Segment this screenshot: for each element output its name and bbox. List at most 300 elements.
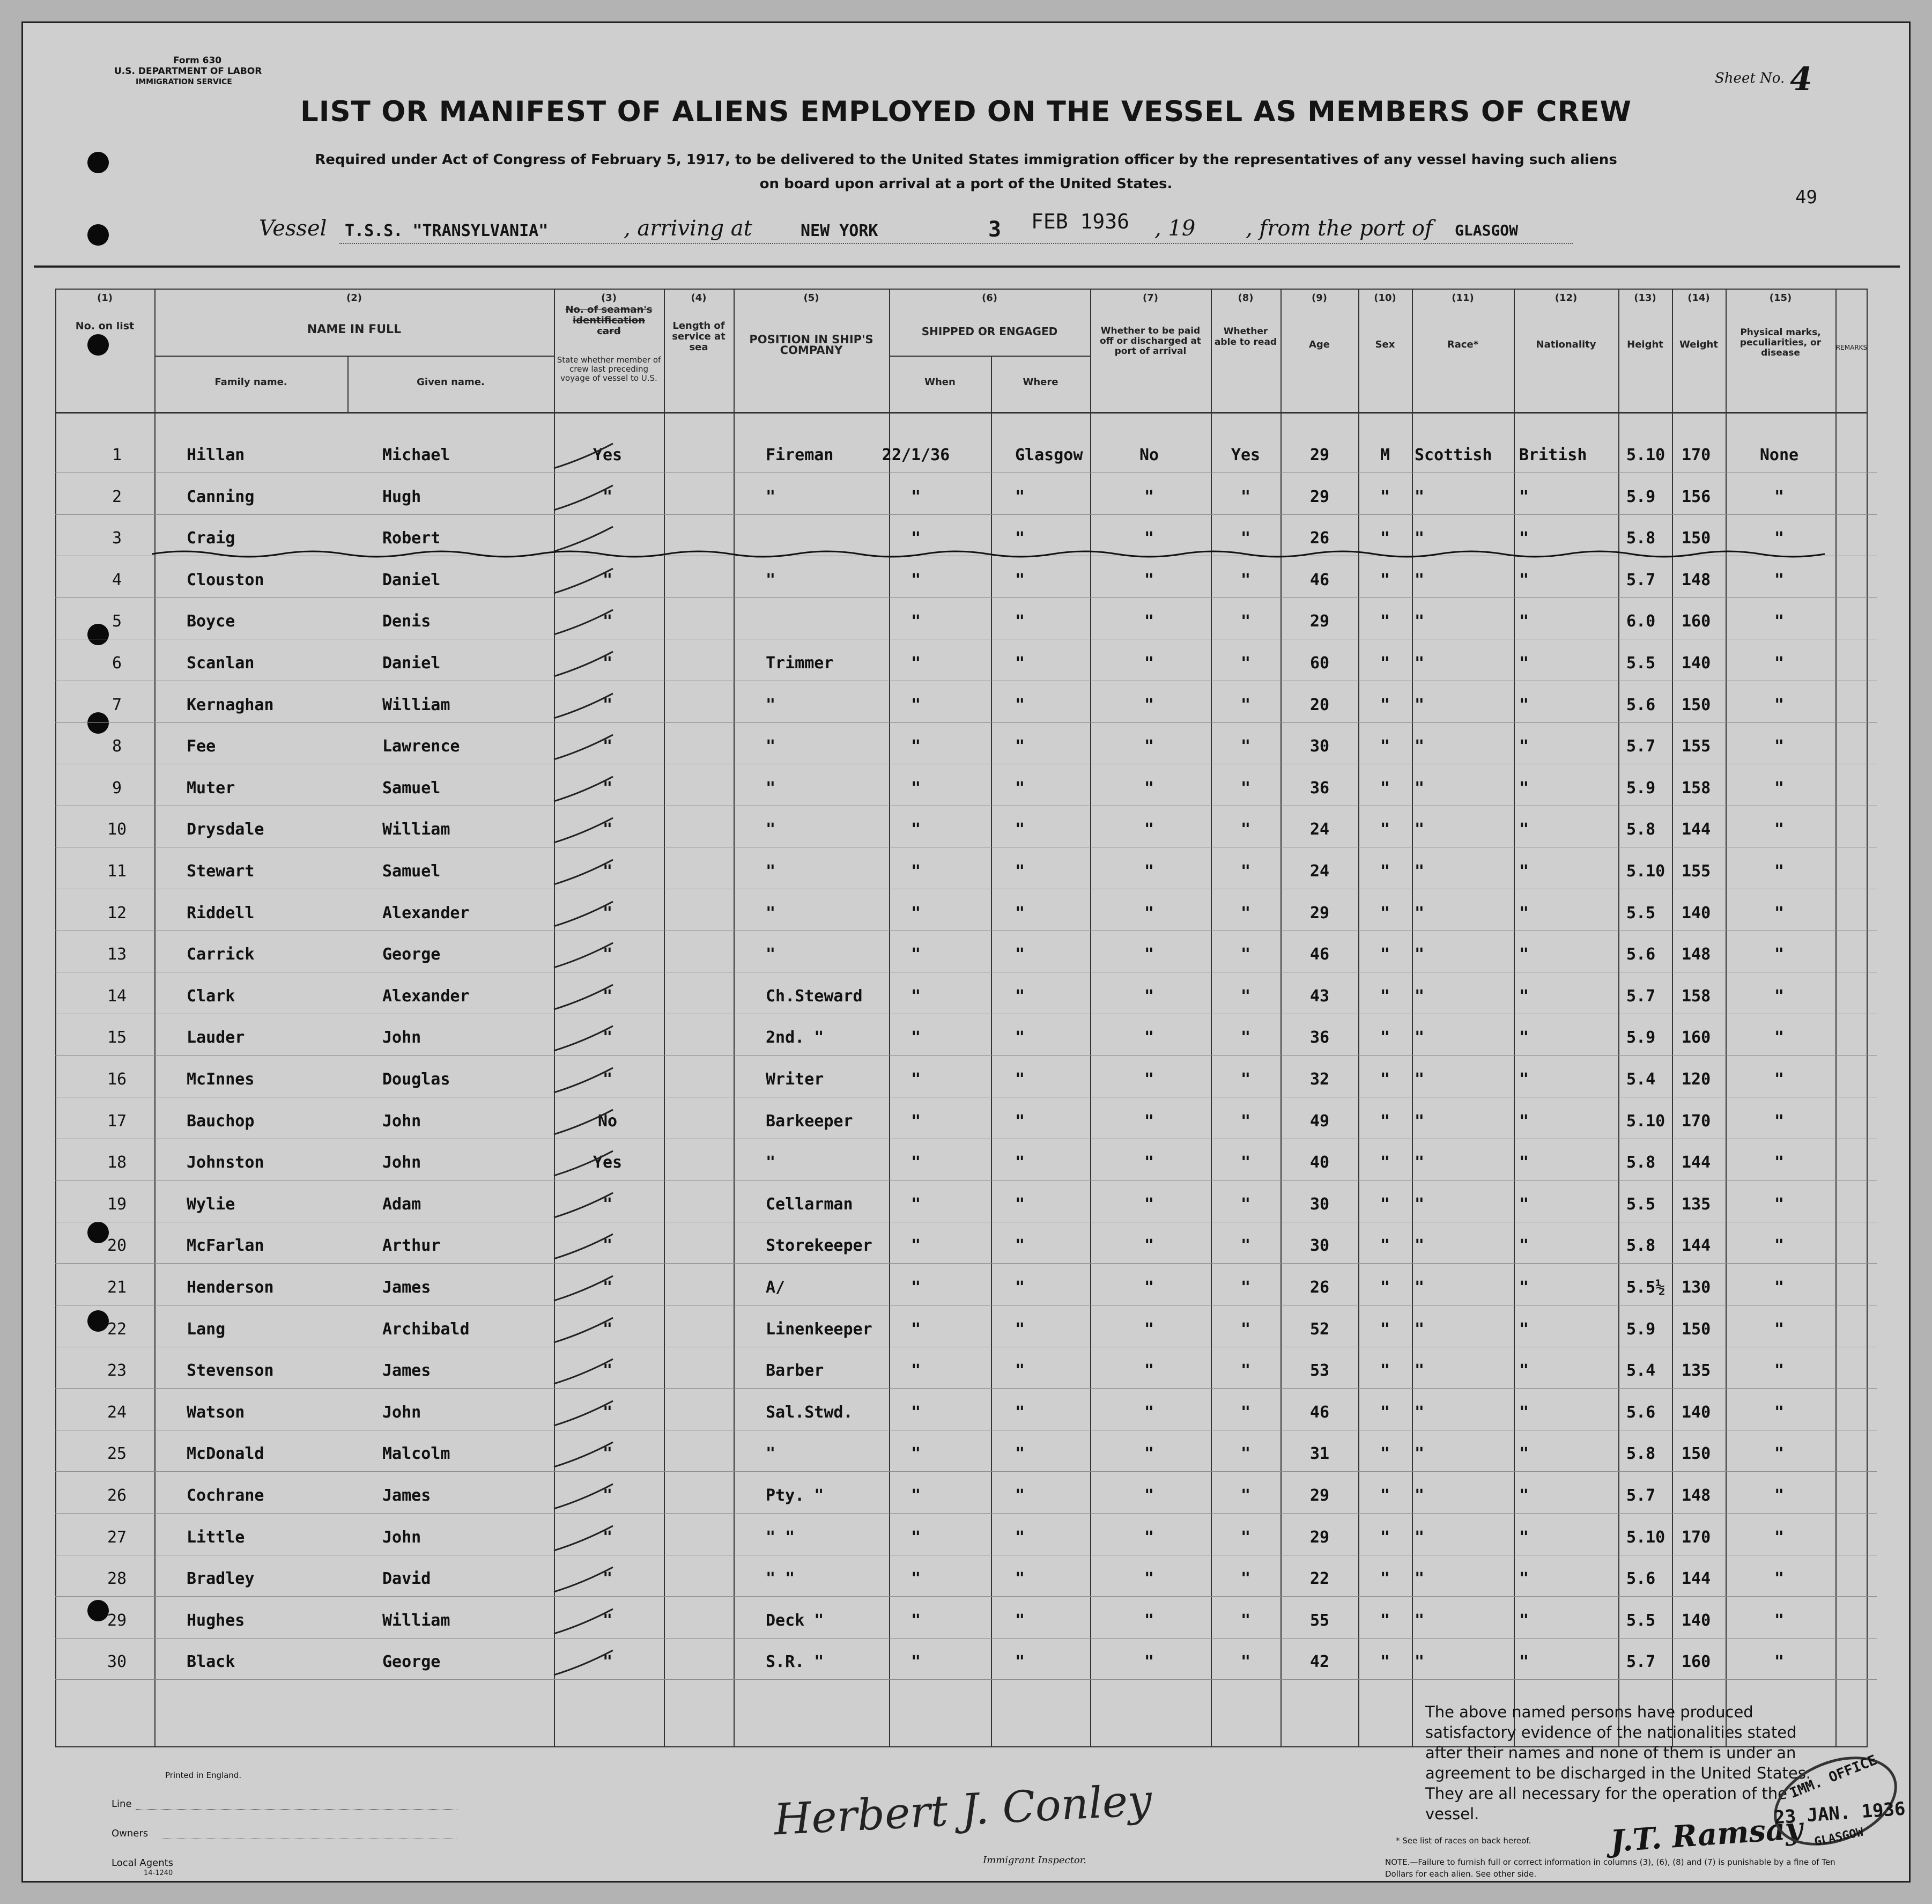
- row-15-nationality: ": [1519, 1028, 1529, 1047]
- department: U.S. DEPARTMENT OF LABOR: [114, 66, 262, 77]
- row-1-sex: M: [1380, 446, 1390, 464]
- row-7-race: ": [1415, 695, 1425, 714]
- row-16-sex: ": [1380, 1070, 1390, 1089]
- row-16-shipped-where: ": [1015, 1070, 1025, 1089]
- row-26-weight: 148: [1682, 1486, 1711, 1505]
- row-12-age: 29: [1309, 903, 1330, 923]
- row-3-shipped-where: ": [1015, 529, 1025, 548]
- row-10-weight: 144: [1682, 820, 1711, 839]
- form-number: Form 630: [173, 55, 222, 66]
- row-27-position: " ": [766, 1527, 795, 1547]
- row-10-position: ": [766, 820, 776, 839]
- row-30-family-name: Black: [187, 1652, 235, 1672]
- row-26-race: ": [1415, 1486, 1425, 1505]
- row-8-age: 30: [1309, 737, 1330, 756]
- row-30-able-to-read: ": [1240, 1652, 1251, 1672]
- row-23-age: 53: [1309, 1361, 1330, 1381]
- row-9-prev-voyage: ": [602, 778, 613, 798]
- row-28-paid-off: ": [1144, 1569, 1154, 1589]
- row-7-row-number: 7: [112, 695, 122, 714]
- row-24-shipped-where: ": [1015, 1403, 1025, 1422]
- col-divider: [1412, 289, 1413, 1747]
- row-15-shipped-when: ": [911, 1028, 921, 1047]
- row-22-nationality: ": [1519, 1319, 1529, 1339]
- row-17-physical-marks: ": [1774, 1111, 1785, 1131]
- inspector-label: Immigrant Inspector.: [983, 1855, 1087, 1866]
- row-10-age: 24: [1309, 820, 1330, 839]
- row-14-shipped-where: ": [1015, 986, 1025, 1006]
- row-9-given-name: Samuel: [382, 778, 441, 798]
- col-divider: [1358, 289, 1359, 1747]
- row-30-shipped-when: ": [911, 1652, 921, 1672]
- col-num-14: (14): [1687, 292, 1710, 304]
- row-10-nationality: ": [1519, 820, 1529, 839]
- row-2-paid-off: ": [1144, 487, 1154, 506]
- row-13-nationality: ": [1519, 945, 1529, 964]
- row-27-row-number: 27: [107, 1527, 127, 1547]
- row-4-nationality: ": [1519, 570, 1529, 589]
- row-rule: [55, 1263, 1877, 1264]
- row-14-able-to-read: ": [1240, 986, 1251, 1006]
- row-4-position: ": [766, 570, 776, 589]
- row-25-family-name: McDonald: [187, 1444, 264, 1464]
- row-21-nationality: ": [1519, 1278, 1529, 1297]
- row-11-row-number: 11: [107, 862, 127, 881]
- row-2-shipped-when: ": [911, 487, 921, 506]
- col-divider: [154, 289, 156, 1747]
- row-20-shipped-when: ": [911, 1236, 921, 1256]
- row-10-family-name: Drysdale: [187, 820, 264, 839]
- row-16-given-name: Douglas: [382, 1070, 450, 1089]
- col-num-15: (15): [1769, 292, 1792, 304]
- row-9-weight: 158: [1682, 778, 1711, 798]
- row-29-shipped-when: ": [911, 1611, 921, 1630]
- row-26-row-number: 26: [107, 1486, 127, 1505]
- row-12-given-name: Alexander: [382, 903, 470, 923]
- row-12-sex: ": [1380, 903, 1390, 923]
- row-11-race: ": [1415, 862, 1425, 881]
- row-2-age: 29: [1309, 487, 1330, 506]
- race-note: * See list of races on back hereof.: [1396, 1836, 1531, 1846]
- row-4-prev-voyage: ": [602, 570, 613, 589]
- row-13-family-name: Carrick: [187, 945, 255, 964]
- row-22-shipped-when: ": [911, 1319, 921, 1339]
- row-22-paid-off: ": [1144, 1319, 1154, 1339]
- row-18-family-name: Johnston: [187, 1153, 264, 1172]
- row-6-paid-off: ": [1144, 654, 1154, 673]
- col-header-race: Race*: [1447, 339, 1479, 350]
- row-26-family-name: Cochrane: [187, 1486, 264, 1505]
- col-header-when: When: [924, 377, 956, 388]
- row-1-physical-marks: None: [1759, 446, 1799, 464]
- row-25-nationality: ": [1519, 1444, 1529, 1464]
- row-27-able-to-read: ": [1240, 1527, 1251, 1547]
- row-30-nationality: ": [1519, 1652, 1529, 1672]
- row-8-nationality: ": [1519, 737, 1529, 756]
- row-16-nationality: ": [1519, 1070, 1529, 1089]
- row-23-able-to-read: ": [1240, 1361, 1251, 1381]
- row-11-check-mark: [551, 857, 621, 889]
- row-15-able-to-read: ": [1240, 1028, 1251, 1047]
- row-6-shipped-when: ": [911, 654, 921, 673]
- row-11-physical-marks: ": [1774, 862, 1785, 881]
- row-3-given-name: Robert: [382, 529, 441, 548]
- row-9-able-to-read: ": [1240, 778, 1251, 798]
- row-8-prev-voyage: ": [602, 737, 613, 756]
- row-22-position: Linenkeeper: [766, 1319, 872, 1339]
- row-21-able-to-read: ": [1240, 1278, 1251, 1297]
- row-11-shipped-where: ": [1015, 862, 1025, 881]
- row-8-check-mark: [551, 732, 621, 764]
- row-rule: [55, 1513, 1877, 1514]
- row-20-check-mark: [551, 1231, 621, 1263]
- row-7-able-to-read: ": [1240, 695, 1251, 714]
- row-14-prev-voyage: ": [602, 986, 613, 1006]
- manifest-page: [21, 21, 1911, 1883]
- row-9-race: ": [1415, 778, 1425, 798]
- col-header-age: Age: [1308, 339, 1330, 350]
- row-23-shipped-when: ": [911, 1361, 921, 1381]
- row-22-family-name: Lang: [187, 1319, 226, 1339]
- row-4-shipped-when: ": [911, 570, 921, 589]
- row-9-position: ": [766, 778, 776, 798]
- row-18-shipped-when: ": [911, 1153, 921, 1172]
- col-header-no: No. on list: [75, 320, 135, 332]
- row-24-age: 46: [1309, 1403, 1330, 1422]
- row-25-physical-marks: ": [1774, 1444, 1785, 1464]
- row-21-given-name: James: [382, 1278, 431, 1297]
- row-5-nationality: ": [1519, 612, 1529, 631]
- row-19-race: ": [1415, 1194, 1425, 1214]
- row-4-race: ": [1415, 570, 1425, 589]
- row-4-check-mark: [551, 565, 621, 597]
- row-22-row-number: 22: [107, 1319, 127, 1339]
- row-22-race: ": [1415, 1319, 1425, 1339]
- row-27-weight: 170: [1682, 1527, 1711, 1547]
- row-26-check-mark: [551, 1481, 621, 1513]
- row-23-sex: ": [1380, 1361, 1390, 1381]
- row-29-given-name: William: [382, 1611, 450, 1630]
- row-25-weight: 150: [1682, 1444, 1711, 1464]
- row-16-row-number: 16: [107, 1070, 127, 1089]
- row-26-physical-marks: ": [1774, 1486, 1785, 1505]
- row-5-prev-voyage: ": [602, 612, 613, 631]
- row-2-sex: ": [1380, 487, 1390, 506]
- row-3-race: ": [1415, 529, 1425, 548]
- row-10-shipped-when: ": [911, 820, 921, 839]
- row-22-check-mark: [551, 1315, 621, 1347]
- row-rule: [55, 1679, 1877, 1680]
- row-28-prev-voyage: ": [602, 1569, 613, 1589]
- row-10-paid-off: ": [1144, 820, 1154, 839]
- row-19-given-name: Adam: [382, 1194, 421, 1214]
- row-23-family-name: Stevenson: [187, 1361, 274, 1381]
- row-18-prev-voyage: Yes: [593, 1153, 623, 1172]
- row-1-position: Fireman: [766, 446, 834, 464]
- row-14-family-name: Clark: [187, 986, 235, 1006]
- row-11-age: 24: [1309, 862, 1330, 881]
- row-11-nationality: ": [1519, 862, 1529, 881]
- row-30-sex: ": [1380, 1652, 1390, 1672]
- row-19-weight: 135: [1682, 1194, 1711, 1214]
- row-9-sex: ": [1380, 778, 1390, 798]
- row-23-weight: 135: [1682, 1361, 1711, 1381]
- row-19-height: 5.5: [1626, 1194, 1656, 1214]
- row-6-able-to-read: ": [1240, 654, 1251, 673]
- row-10-shipped-where: ": [1015, 820, 1025, 839]
- penalty-note: NOTE.—Failure to furnish full or correct information in columns (3), (6), (8) and (7) is punishable by a fine of Ten Dollars for each alien. See other side.: [1385, 1857, 1835, 1879]
- row-30-shipped-where: ": [1015, 1652, 1025, 1672]
- row-6-nationality: ": [1519, 654, 1529, 673]
- arriving-label: , arriving at: [624, 216, 752, 241]
- sheet-label: Sheet No.: [1715, 70, 1785, 86]
- row-29-able-to-read: ": [1240, 1611, 1251, 1630]
- row-13-shipped-where: ": [1015, 945, 1025, 964]
- row-30-height: 5.7: [1626, 1652, 1656, 1672]
- row-2-position: ": [766, 487, 776, 506]
- row-28-height: 5.6: [1626, 1569, 1656, 1589]
- row-rule: [55, 722, 1877, 723]
- row-20-position: Storekeeper: [766, 1236, 872, 1256]
- row-13-able-to-read: ": [1240, 945, 1251, 964]
- col-divider: [664, 289, 665, 1747]
- row-5-age: 29: [1309, 612, 1330, 631]
- row-10-sex: ": [1380, 820, 1390, 839]
- row-10-prev-voyage: ": [602, 820, 613, 839]
- row-1-height: 5.10: [1626, 446, 1665, 464]
- row-15-age: 36: [1309, 1028, 1330, 1047]
- row-6-race: ": [1415, 654, 1425, 673]
- col-header-prev-voyage: State whether member of crew last preceding voyage of vessel to U.S.: [557, 355, 661, 383]
- row-11-paid-off: ": [1144, 862, 1154, 881]
- col-header-sex: Sex: [1375, 339, 1395, 350]
- row-9-physical-marks: ": [1774, 778, 1785, 798]
- row-19-shipped-where: ": [1015, 1194, 1025, 1214]
- row-2-physical-marks: ": [1774, 487, 1785, 506]
- row-11-position: ": [766, 862, 776, 881]
- row-19-able-to-read: ": [1240, 1194, 1251, 1214]
- row-29-check-mark: [551, 1606, 621, 1638]
- col-num-2: (2): [346, 292, 362, 304]
- row-20-shipped-where: ": [1015, 1236, 1025, 1256]
- row-8-paid-off: ": [1144, 737, 1154, 756]
- row-23-nationality: ": [1519, 1361, 1529, 1381]
- row-28-sex: ": [1380, 1569, 1390, 1589]
- row-17-age: 49: [1309, 1111, 1330, 1131]
- row-rule: [55, 1638, 1877, 1639]
- subtitle-line1: Required under Act of Congress of February 5, 1917, to be delivered to the United States immigration officer by the representatives of any vessel having such aliens: [315, 152, 1617, 168]
- row-15-height: 5.9: [1626, 1028, 1656, 1047]
- row-22-given-name: Archibald: [382, 1319, 470, 1339]
- row-11-shipped-when: ": [911, 862, 921, 881]
- row-15-family-name: Lauder: [187, 1028, 245, 1047]
- row-7-nationality: ": [1519, 695, 1529, 714]
- row-25-check-mark: [551, 1439, 621, 1471]
- row-11-prev-voyage: ": [602, 862, 613, 881]
- row-16-shipped-when: ": [911, 1070, 921, 1089]
- row-21-check-mark: [551, 1273, 621, 1305]
- row-30-weight: 160: [1682, 1652, 1711, 1672]
- row-11-family-name: Stewart: [187, 862, 255, 881]
- row-13-given-name: George: [382, 945, 441, 964]
- page-number: 49: [1795, 187, 1817, 208]
- row-5-check-mark: [551, 607, 621, 639]
- row-1-shipped-where: Glasgow: [1015, 446, 1083, 464]
- row-24-weight: 140: [1682, 1403, 1711, 1422]
- row-21-sex: ": [1380, 1278, 1390, 1297]
- row-23-prev-voyage: ": [602, 1361, 613, 1381]
- row-1-able-to-read: Yes: [1231, 446, 1261, 464]
- row-6-age: 60: [1309, 654, 1330, 673]
- row-24-height: 5.6: [1626, 1403, 1656, 1422]
- row-18-height: 5.8: [1626, 1153, 1656, 1172]
- row-12-shipped-where: ": [1015, 903, 1025, 923]
- row-5-paid-off: ": [1144, 612, 1154, 631]
- row-1-check-mark: [551, 440, 621, 473]
- row-8-row-number: 8: [112, 737, 122, 756]
- row-14-height: 5.7: [1626, 986, 1656, 1006]
- row-16-able-to-read: ": [1240, 1070, 1251, 1089]
- vessel-name: T.S.S. "TRANSYLVANIA": [345, 222, 549, 240]
- row-29-shipped-where: ": [1015, 1611, 1025, 1630]
- row-30-row-number: 30: [107, 1652, 127, 1672]
- row-2-given-name: Hugh: [382, 487, 421, 506]
- col-num-8: (8): [1238, 292, 1254, 304]
- row-28-nationality: ": [1519, 1569, 1529, 1589]
- row-4-age: 46: [1309, 570, 1330, 589]
- year-label: , 19: [1154, 216, 1196, 241]
- row-30-race: ": [1415, 1652, 1425, 1672]
- row-13-weight: 148: [1682, 945, 1711, 964]
- col-header-remarks: REMARKS: [1835, 344, 1868, 351]
- row-9-paid-off: ": [1144, 778, 1154, 798]
- row-8-position: ": [766, 737, 776, 756]
- row-21-shipped-when: ": [911, 1278, 921, 1297]
- row-21-age: 26: [1309, 1278, 1330, 1297]
- col-divider: [1211, 289, 1212, 1747]
- col-divider: [991, 356, 992, 1747]
- col-num-11: (11): [1452, 292, 1474, 304]
- row-20-physical-marks: ": [1774, 1236, 1785, 1256]
- row-19-age: 30: [1309, 1194, 1330, 1214]
- row-13-position: ": [766, 945, 776, 964]
- row-8-family-name: Fee: [187, 737, 216, 756]
- row-11-given-name: Samuel: [382, 862, 441, 881]
- row-9-check-mark: [551, 773, 621, 806]
- row-2-height: 5.9: [1626, 487, 1656, 506]
- row-27-paid-off: ": [1144, 1527, 1154, 1547]
- row-23-position: Barber: [766, 1361, 824, 1381]
- row-30-position: S.R. ": [766, 1652, 824, 1672]
- row-16-position: Writer: [766, 1070, 824, 1089]
- row-28-physical-marks: ": [1774, 1569, 1785, 1589]
- row-2-row-number: 2: [112, 487, 122, 506]
- row-17-weight: 170: [1682, 1111, 1711, 1131]
- row-5-race: ": [1415, 612, 1425, 631]
- row-7-sex: ": [1380, 695, 1390, 714]
- row-28-age: 22: [1309, 1569, 1330, 1589]
- row-22-physical-marks: ": [1774, 1319, 1785, 1339]
- row-4-sex: ": [1380, 570, 1390, 589]
- row-12-check-mark: [551, 898, 621, 931]
- row-26-shipped-where: ": [1015, 1486, 1025, 1505]
- row-12-prev-voyage: ": [602, 903, 613, 923]
- row-22-shipped-where: ": [1015, 1319, 1025, 1339]
- row-2-check-mark: [551, 482, 621, 514]
- row-18-given-name: John: [382, 1153, 421, 1172]
- name-subheader-rule: [154, 356, 554, 357]
- row-7-physical-marks: ": [1774, 695, 1785, 714]
- row-16-family-name: McInnes: [187, 1070, 255, 1089]
- nationality-statement: The above named persons have produced satisfactory evidence of the nationalities stated after their names and none of them is under an agreement to be discharged in the United States. They are all necessary for the operation of the vessel.: [1425, 1703, 1811, 1823]
- col-divider: [1280, 289, 1282, 1747]
- row-14-weight: 158: [1682, 986, 1711, 1006]
- row-27-shipped-where: ": [1015, 1527, 1025, 1547]
- row-12-family-name: Riddell: [187, 903, 255, 923]
- row-20-row-number: 20: [107, 1236, 127, 1256]
- row-15-sex: ": [1380, 1028, 1390, 1047]
- row-25-sex: ": [1380, 1444, 1390, 1464]
- row-14-row-number: 14: [107, 986, 127, 1006]
- row-29-family-name: Hughes: [187, 1611, 245, 1630]
- row-26-position: Pty. ": [766, 1486, 824, 1505]
- row-24-nationality: ": [1519, 1403, 1529, 1422]
- row-12-weight: 140: [1682, 903, 1711, 923]
- row-10-height: 5.8: [1626, 820, 1656, 839]
- row-2-family-name: Canning: [187, 487, 255, 506]
- row-4-given-name: Daniel: [382, 570, 441, 589]
- row-20-nationality: ": [1519, 1236, 1529, 1256]
- row-14-check-mark: [551, 981, 621, 1014]
- row-24-position: Sal.Stwd.: [766, 1403, 853, 1422]
- row-21-physical-marks: ": [1774, 1278, 1785, 1297]
- row-29-nationality: ": [1519, 1611, 1529, 1630]
- arrival-date-stamp: FEB 1936: [1031, 210, 1130, 233]
- row-10-given-name: William: [382, 820, 450, 839]
- row-12-race: ": [1415, 903, 1425, 923]
- row-29-height: 5.5: [1626, 1611, 1656, 1630]
- row-23-row-number: 23: [107, 1361, 127, 1381]
- row-5-physical-marks: ": [1774, 612, 1785, 631]
- row-27-given-name: John: [382, 1527, 421, 1547]
- row-4-family-name: Clouston: [187, 570, 264, 589]
- row-5-sex: ": [1380, 612, 1390, 631]
- row-17-height: 5.10: [1626, 1111, 1665, 1131]
- row-29-race: ": [1415, 1611, 1425, 1630]
- row-14-given-name: Alexander: [382, 986, 470, 1006]
- row-17-shipped-when: ": [911, 1111, 921, 1131]
- row-24-family-name: Watson: [187, 1403, 245, 1422]
- row-1-age: 29: [1309, 446, 1330, 464]
- row-16-prev-voyage: ": [602, 1070, 613, 1089]
- row-14-shipped-when: ": [911, 986, 921, 1006]
- row-1-family-name: Hillan: [187, 446, 245, 464]
- row-19-shipped-when: ": [911, 1194, 921, 1214]
- row-4-row-number: 4: [112, 570, 122, 589]
- row-8-weight: 155: [1682, 737, 1711, 756]
- row-30-paid-off: ": [1144, 1652, 1154, 1672]
- row-15-shipped-where: ": [1015, 1028, 1025, 1047]
- col-header-where: Where: [1023, 377, 1058, 388]
- row-4-physical-marks: ": [1774, 570, 1785, 589]
- row-16-check-mark: [551, 1065, 621, 1097]
- row-14-physical-marks: ": [1774, 986, 1785, 1006]
- row-17-family-name: Bauchop: [187, 1111, 255, 1131]
- table-top-rule: [34, 265, 1900, 268]
- row-17-row-number: 17: [107, 1111, 127, 1131]
- col-divider: [1090, 289, 1091, 1747]
- row-29-weight: 140: [1682, 1611, 1711, 1630]
